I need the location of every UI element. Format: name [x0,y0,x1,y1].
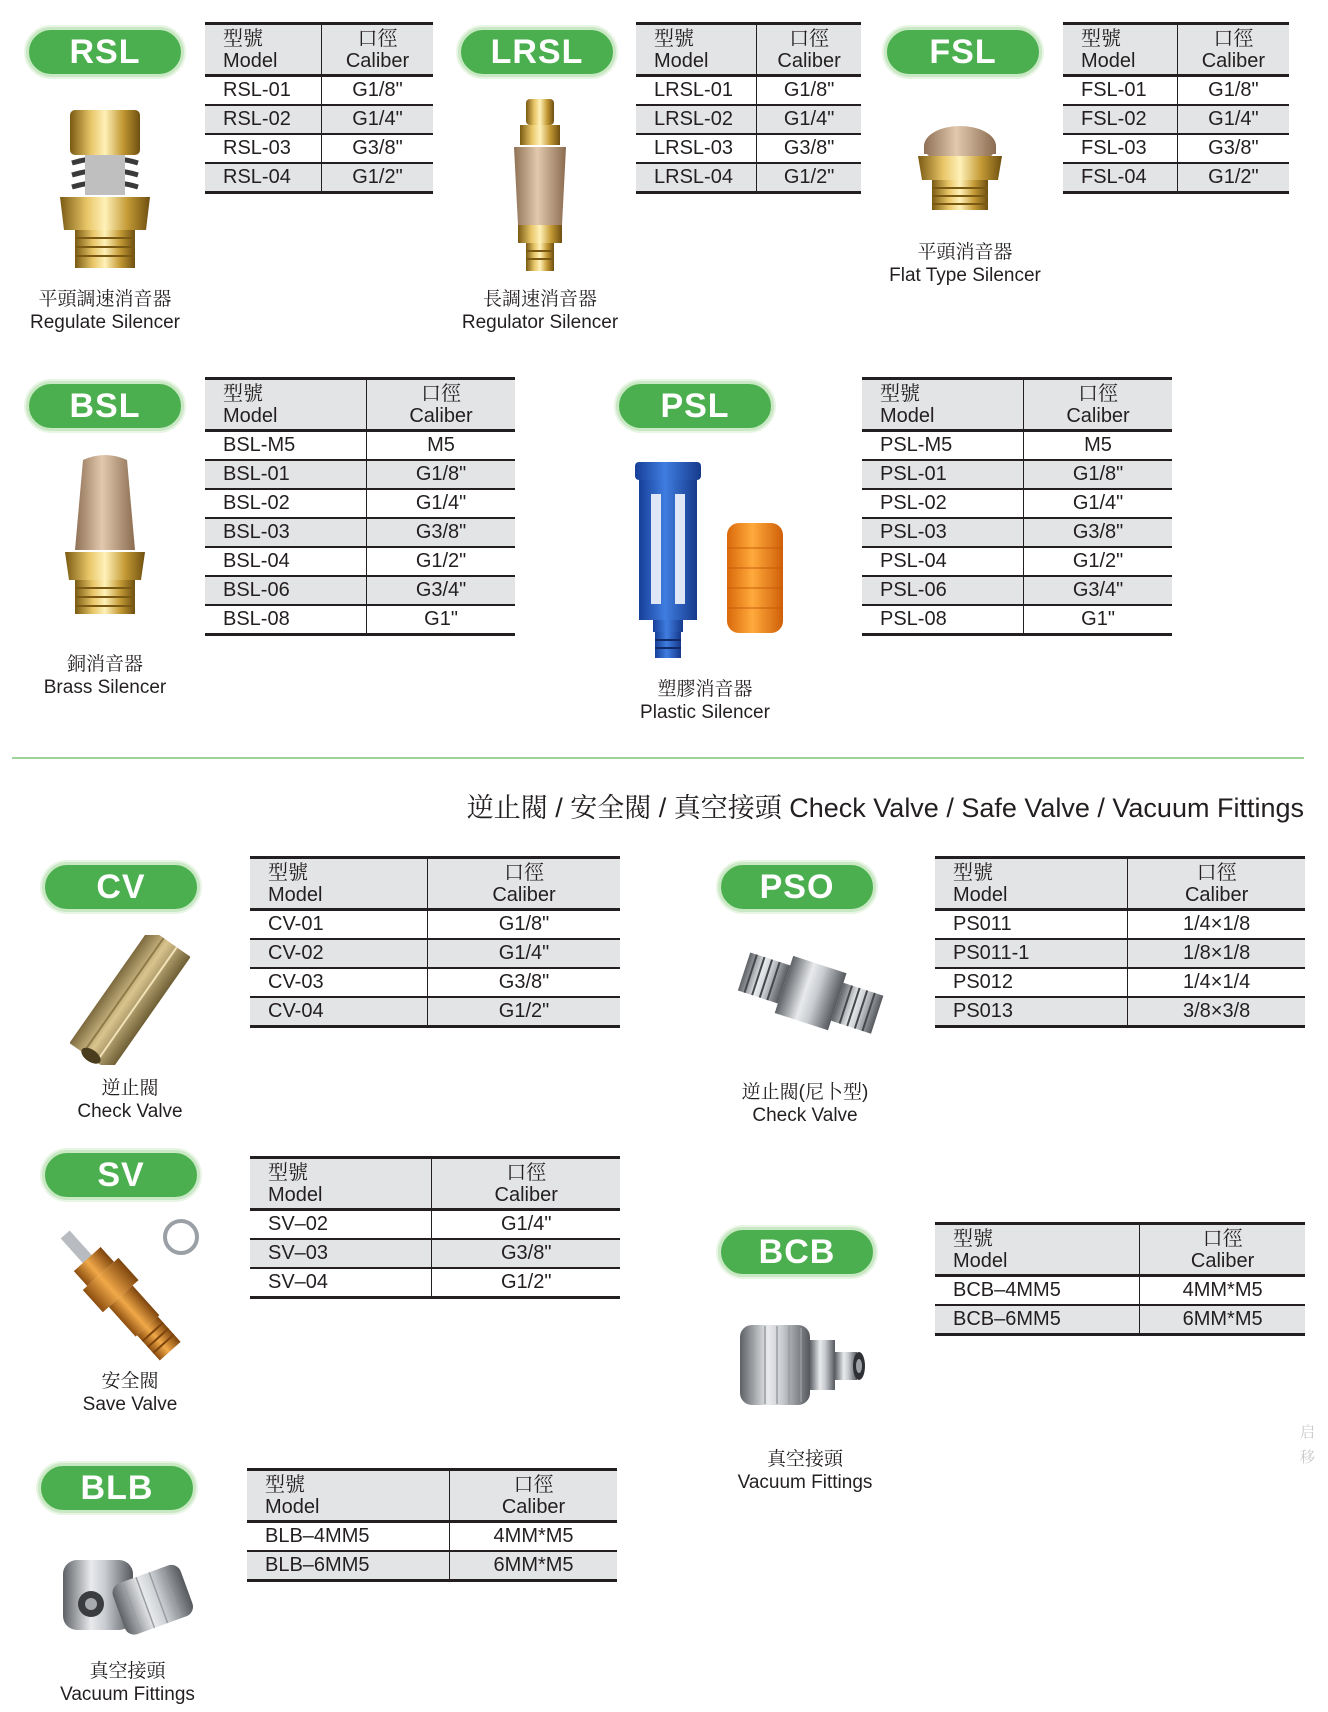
lrsl-name-zh: 長調速消音器 [482,289,597,310]
caliber-header: 口徑 Caliber [321,24,433,76]
badge-blb: BLB [38,1463,196,1513]
table-row: BCB–6MM5 6MM*M5 [935,1305,1305,1335]
sv-spec-table [250,1156,620,1299]
table-row: CV-03 G3/8" [250,968,620,997]
section-divider [12,757,1304,759]
blb-product-image [55,1540,195,1650]
badge-psl: PSL [616,381,774,431]
table-row: BSL-08 G1" [205,605,515,635]
psl-caption [610,678,800,724]
section-title: 逆止閥 / 安全閥 / 真空接頭 Check Valve / Safe Valve / Vacuum Fittings [466,793,1304,823]
pso-name-zh: 逆止閥(尼卜型) [741,1082,869,1103]
table-row: BSL-04 G1/2" [205,547,515,576]
table-row: PS013 3/8×3/8 [935,997,1305,1027]
caliber-header: 口徑 Caliber [1024,379,1172,431]
table-row: BSL-01 G1/8" [205,460,515,489]
bsl-caption [10,653,200,699]
table-row: RSL-04 G1/2" [205,163,433,193]
model-header: 型號 Model [250,1158,432,1210]
caliber-header: 口徑 Caliber [1140,1224,1305,1276]
table-row: PS012 1/4×1/4 [935,968,1305,997]
table-row: SV–02 G1/4" [250,1210,620,1240]
table-row: LRSL-02 G1/4" [636,105,861,134]
badge-sv: SV [42,1150,200,1200]
fsl-spec-table [1063,22,1289,194]
cv-product-image [70,935,190,1065]
caliber-header: 口徑 Caliber [1177,24,1289,76]
badge-cv: CV [42,862,200,912]
rsl-name-zh: 平頭調速消音器 [38,289,172,310]
lrsl-name-en: Regulator Silencer [461,312,619,333]
table-row: BSL-M5 M5 [205,431,515,461]
badge-fsl: FSL [884,27,1042,77]
bcb-product-image [735,1310,875,1435]
table-row: PSL-08 G1" [862,605,1172,635]
rsl-spec-table [205,22,433,194]
caliber-header: 口徑 Caliber [757,24,861,76]
bcb-spec-table [935,1222,1305,1336]
table-row: SV–04 G1/2" [250,1268,620,1298]
model-header: 型號 Model [935,1224,1140,1276]
table-row: PSL-02 G1/4" [862,489,1172,518]
model-header: 型號 Model [935,858,1128,910]
table-row: RSL-02 G1/4" [205,105,433,134]
bcb-name-zh: 真空接頭 [766,1449,843,1470]
psl-product-image [625,458,795,668]
fsl-caption [870,241,1060,287]
table-row: SV–03 G3/8" [250,1239,620,1268]
table-row: RSL-01 G1/8" [205,76,433,106]
blb-name-zh: 真空接頭 [89,1661,166,1682]
table-row: LRSL-03 G3/8" [636,134,861,163]
fsl-product-image [910,118,1010,218]
sv-name-zh: 安全閥 [101,1371,159,1392]
table-row: BSL-06 G3/4" [205,576,515,605]
caliber-header: 口徑 Caliber [367,379,515,431]
table-row: BSL-02 G1/4" [205,489,515,518]
sv-product-image [45,1215,205,1365]
sv-name-en: Save Valve [82,1394,178,1415]
badge-bsl: BSL [26,381,184,431]
badge-pso: PSO [718,862,876,912]
pso-caption [700,1081,910,1127]
model-header: 型號 Model [205,24,321,76]
bsl-name-en: Brass Silencer [43,677,167,698]
table-row: PSL-01 G1/8" [862,460,1172,489]
bcb-caption [700,1448,910,1494]
table-row: FSL-04 G1/2" [1063,163,1289,193]
table-row: PSL-04 G1/2" [862,547,1172,576]
table-row: PSL-03 G3/8" [862,518,1172,547]
table-row: PSL-06 G3/4" [862,576,1172,605]
pso-spec-table [935,856,1305,1028]
psl-name-zh: 塑膠消音器 [657,679,753,700]
model-header: 型號 Model [205,379,367,431]
rsl-name-en: Regulate Silencer [30,312,180,333]
table-row: FSL-03 G3/8" [1063,134,1289,163]
bcb-name-en: Vacuum Fittings [737,1472,873,1493]
fsl-name-en: Flat Type Silencer [889,265,1041,286]
pso-product-image [735,945,885,1045]
cv-caption [35,1077,225,1123]
table-row: LRSL-01 G1/8" [636,76,861,106]
bsl-name-zh: 銅消音器 [66,654,143,675]
fsl-name-zh: 平頭消音器 [917,242,1013,263]
table-row: BLB–6MM5 6MM*M5 [247,1551,617,1581]
blb-spec-table [247,1468,617,1582]
blb-name-en: Vacuum Fittings [60,1684,195,1705]
table-row: CV-04 G1/2" [250,997,620,1027]
table-row: RSL-03 G3/8" [205,134,433,163]
cv-name-en: Check Valve [77,1101,183,1122]
table-row: BCB–4MM5 4MM*M5 [935,1276,1305,1306]
caliber-header: 口徑 Caliber [432,1158,620,1210]
table-row: PS011-1 1/8×1/8 [935,939,1305,968]
table-row: FSL-02 G1/4" [1063,105,1289,134]
caliber-header: 口徑 Caliber [450,1470,617,1522]
cv-spec-table [250,856,620,1028]
lrsl-spec-table [636,22,861,194]
cv-name-zh: 逆止閥 [101,1078,159,1099]
caliber-header: 口徑 Caliber [1128,858,1305,910]
badge-rsl: RSL [26,27,184,77]
table-row: CV-01 G1/8" [250,910,620,940]
caliber-header: 口徑 Caliber [428,858,620,910]
model-header: 型號 Model [862,379,1024,431]
badge-lrsl: LRSL [458,27,616,77]
table-row: LRSL-04 G1/2" [636,163,861,193]
table-row: BLB–4MM5 4MM*M5 [247,1522,617,1552]
blb-caption [30,1660,225,1706]
model-header: 型號 Model [1063,24,1177,76]
rsl-caption [10,288,200,334]
model-header: 型號 Model [250,858,428,910]
bsl-product-image [55,450,155,620]
pso-name-en: Check Valve [752,1105,858,1126]
lrsl-caption [445,288,635,334]
table-row: BSL-03 G3/8" [205,518,515,547]
side-mark: 启 移 [1300,1424,1316,1466]
model-header: 型號 Model [247,1470,450,1522]
psl-name-en: Plastic Silencer [640,702,770,723]
badge-bcb: BCB [718,1227,876,1277]
rsl-product-image [50,105,160,275]
table-row: PS011 1/4×1/8 [935,910,1305,940]
table-row: PSL-M5 M5 [862,431,1172,461]
table-row: CV-02 G1/4" [250,939,620,968]
sv-caption [35,1370,225,1416]
table-row: FSL-01 G1/8" [1063,76,1289,106]
bsl-spec-table [205,377,515,636]
psl-spec-table [862,377,1172,636]
lrsl-product-image [500,95,580,275]
model-header: 型號 Model [636,24,757,76]
